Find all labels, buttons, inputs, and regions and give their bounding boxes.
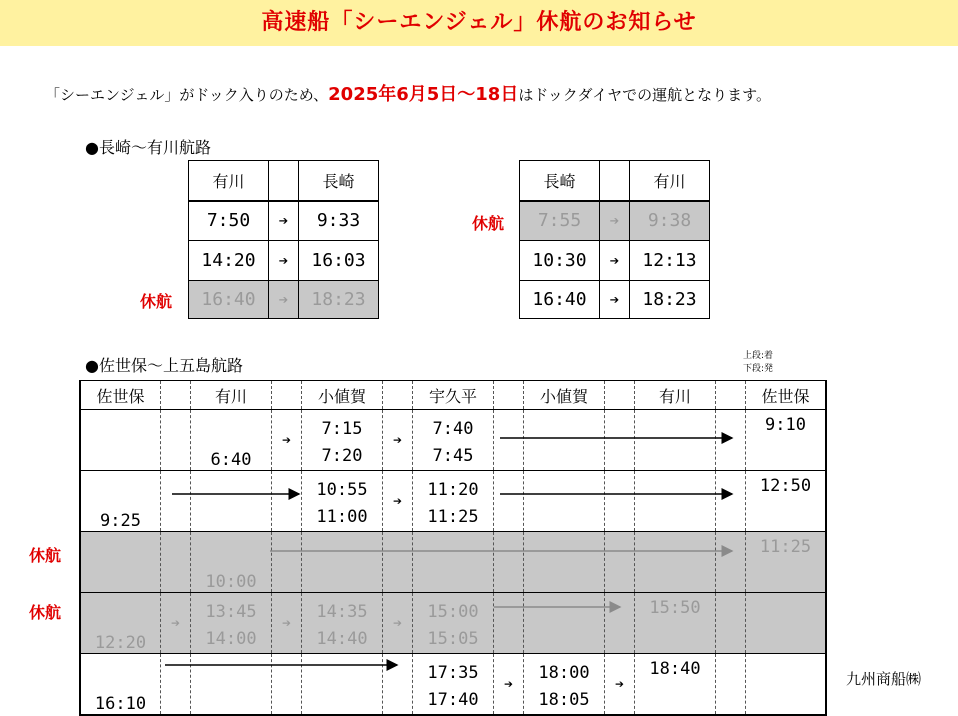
arrow-icon: ➔ bbox=[605, 654, 635, 716]
arrow-icon: ➔ bbox=[269, 281, 299, 319]
time-cell-dual: 7:15 7:20 bbox=[302, 410, 383, 471]
departure-time: 14:20 bbox=[189, 241, 269, 281]
arrow-icon: ➔ bbox=[383, 593, 413, 654]
header-arikawa-return: 有川 bbox=[635, 381, 716, 410]
cancelled-label: 休航 bbox=[29, 546, 62, 565]
departure-time: 10:30 bbox=[520, 241, 600, 281]
departure-time: 16:40 bbox=[520, 281, 600, 319]
header-destination: 長崎 bbox=[299, 161, 379, 201]
header-origin: 長崎 bbox=[520, 161, 600, 201]
time-cell: 9:10 bbox=[746, 410, 827, 471]
arrow-icon: ➔ bbox=[383, 471, 413, 532]
arrival-time: 9:33 bbox=[299, 201, 379, 241]
company-name: 九州商船㈱ bbox=[846, 670, 922, 688]
arrow-icon: ➔ bbox=[494, 654, 524, 716]
time-cell-dual: 7:40 7:45 bbox=[413, 410, 494, 471]
notice-suffix: はドックダイヤでの運航となります。 bbox=[518, 86, 771, 104]
legend-lower: 下段:発 bbox=[743, 364, 774, 374]
time-cell-dual: 13:45 14:00 bbox=[191, 593, 272, 654]
time-cell-dual: 15:00 15:05 bbox=[413, 593, 494, 654]
time-cell: 10:00 bbox=[191, 532, 272, 593]
time-cell-dual: 10:55 11:00 bbox=[302, 471, 383, 532]
arrow-icon: ➔ bbox=[600, 241, 630, 281]
arrival-time: 16:03 bbox=[299, 241, 379, 281]
arrow-icon: ➔ bbox=[269, 201, 299, 241]
departure-time: 16:40 bbox=[189, 281, 269, 319]
time-cell-dual: 14:35 14:40 bbox=[302, 593, 383, 654]
arrival-time: 12:13 bbox=[630, 241, 710, 281]
route2-title: ●佐世保～上五島航路 bbox=[85, 356, 243, 375]
arrow-icon: ➔ bbox=[600, 201, 630, 241]
arrow-icon: ➔ bbox=[269, 241, 299, 281]
time-cell: 12:50 bbox=[746, 471, 827, 532]
arrow-icon: ➔ bbox=[272, 410, 302, 471]
arrow-icon: ➔ bbox=[161, 593, 191, 654]
header-sasebo: 佐世保 bbox=[80, 381, 161, 410]
header-ojika-return: 小値賀 bbox=[524, 381, 605, 410]
header-arikawa: 有川 bbox=[191, 381, 272, 410]
header-origin: 有川 bbox=[189, 161, 269, 201]
legend-upper: 上段:着 bbox=[743, 351, 774, 361]
header-destination: 有川 bbox=[630, 161, 710, 201]
time-cell-dual: 17:35 17:40 bbox=[413, 654, 494, 716]
arrival-time: 18:23 bbox=[299, 281, 379, 319]
time-cell: 15:50 bbox=[635, 593, 716, 654]
cancelled-label: 休航 bbox=[29, 603, 62, 622]
time-cell: 6:40 bbox=[191, 410, 272, 471]
arrival-time: 9:38 bbox=[630, 201, 710, 241]
arrival-time: 18:23 bbox=[630, 281, 710, 319]
time-cell: 9:25 bbox=[80, 471, 161, 532]
header-ojika: 小値賀 bbox=[302, 381, 383, 410]
time-cell-dual: 11:20 11:25 bbox=[413, 471, 494, 532]
time-cell: 16:10 bbox=[80, 654, 161, 716]
time-cell: 18:40 bbox=[635, 654, 716, 716]
departure-time: 7:55 bbox=[520, 201, 600, 241]
time-cell: 11:25 bbox=[746, 532, 827, 593]
cancelled-label: 休航 bbox=[140, 292, 173, 311]
header-ukudaira: 宇久平 bbox=[413, 381, 494, 410]
notice-date: 2025年6月5日～18日 bbox=[328, 84, 519, 105]
time-cell: 12:20 bbox=[80, 593, 161, 654]
arrow-icon: ➔ bbox=[600, 281, 630, 319]
header-sasebo-return: 佐世保 bbox=[746, 381, 827, 410]
departure-time: 7:50 bbox=[189, 201, 269, 241]
arrow-icon: ➔ bbox=[383, 410, 413, 471]
notice-prefix: 「シーエンジェル」がドック入りのため、 bbox=[45, 86, 329, 104]
route1-title: ●長崎～有川航路 bbox=[85, 138, 211, 157]
arrow-icon: ➔ bbox=[272, 593, 302, 654]
page-title: 高速船「シーエンジェル」休航のお知らせ bbox=[261, 10, 697, 35]
time-cell-dual: 18:00 18:05 bbox=[524, 654, 605, 716]
cancelled-label: 休航 bbox=[472, 214, 505, 233]
